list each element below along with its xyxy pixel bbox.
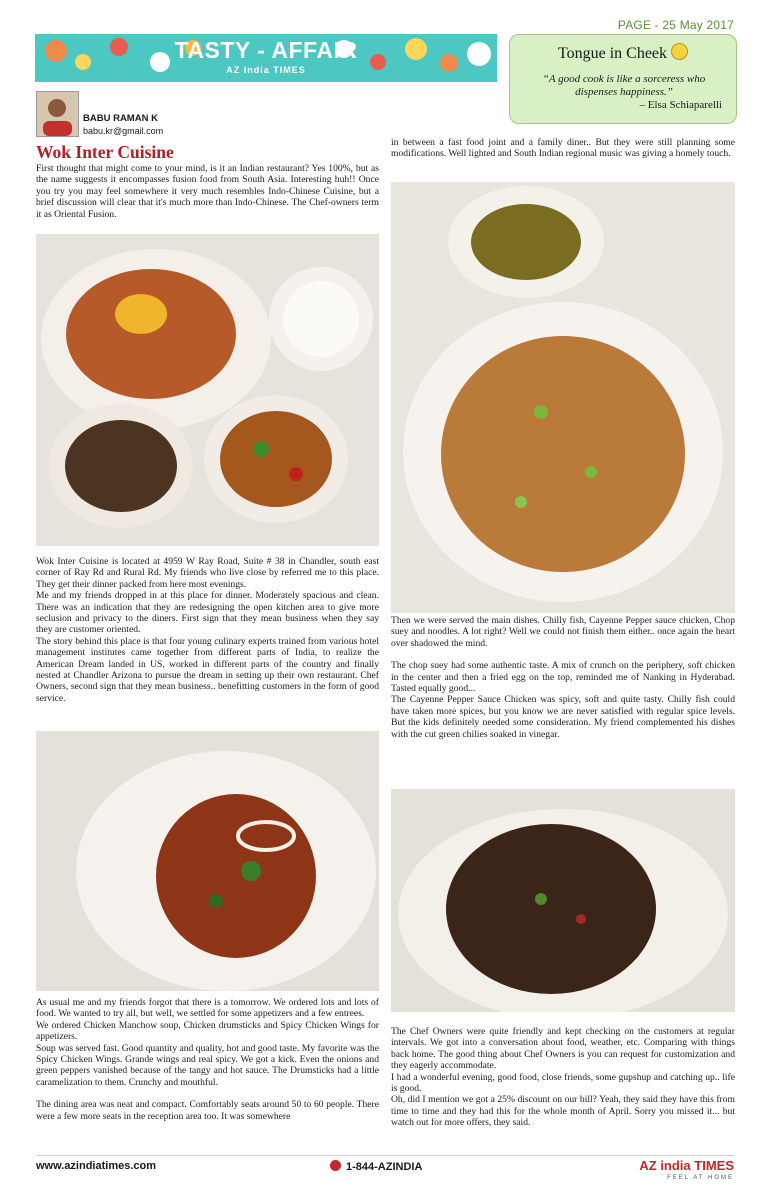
paragraph: We ordered Chicken Manchow soup, Chicken drumsticks and Spicy Chicken Wings for appetizers.	[36, 1019, 379, 1043]
banner-brand: AZ india TIMES	[226, 65, 306, 75]
food-photo-chilly-fish	[391, 789, 735, 1012]
article-column-1-bottom	[36, 997, 379, 1122]
article-column-1-mid	[36, 556, 379, 704]
paragraph: I had a wonderful evening, good food, close friends, some gupshup and catching up.. life is good.	[391, 1071, 735, 1095]
article-intro	[36, 163, 379, 220]
paragraph: Oh, did I mention we got a 25% discount on our bill? Yeah, they said they have this from time to time and they had this for the whole month of April. Sorry you missed it... but watch out for more offers, they said.	[391, 1094, 735, 1129]
article-headline: Wok Inter Cuisine	[36, 142, 174, 162]
author-photo	[36, 91, 79, 137]
quote-box	[509, 34, 737, 124]
footer-website-link[interactable]: www.azindiatimes.com	[36, 1160, 157, 1172]
author-email[interactable]: babu.kr@gmail.com	[83, 126, 164, 136]
phone-icon	[330, 1160, 341, 1171]
article-column-2-top	[391, 137, 735, 160]
section-title: TASTY - AFFAIR	[174, 37, 358, 63]
paragraph: in between a fast food joint and a family diner.. But they were still planning some modifications. Well lighted and South Indian regional music was giving a homely touch.	[391, 137, 735, 160]
section-banner	[35, 34, 497, 82]
article-column-2-bottom	[391, 1026, 735, 1129]
footer-divider	[36, 1155, 734, 1156]
paragraph: Then we were served the main dishes. Chilly fish, Cayenne Pepper sauce chicken, Chop suey and noodles. A lot right? Well we could not finish them either.. once again the heart over shadowed the mind.	[391, 615, 735, 649]
paragraph: Soup was served fast. Good quantity and quality, hot and good taste. My favorite was the Spicy Chicken Wings. Grande wings and real spicy. We got a kick. Even the onions and green peppers vanished because of the tangy and hot sauce. The Drumsticks had a little caramelization to them. Crunchy and mouthful.	[36, 1042, 379, 1088]
quote-text: “A good cook is like a sorceress who dispenses happiness.”	[542, 73, 706, 98]
paragraph: First thought that might come to your mind, is it an Indian restaurant? Yes 100%, but as the name suggests it encompasses fusion food from South Asia. Interesting huh!! Once you try you may feel somewhere it very much resembles Indo-Chinese Cuisine, but a brief discussion will clear that it's much more than Indo-Chinese. The Chef-owners term it as Oriental Fusion.	[36, 163, 379, 220]
paragraph: The Cayenne Pepper Sauce Chicken was spicy, soft and quite tasty. Chilly fish could have taken more spices, but you know we are never satisfied with regular spice levels. But the kids definitely needed some consideration. My friend complemented his dishes with the cut green chilies soaked in vinegar.	[391, 694, 735, 740]
footer-phone[interactable]	[330, 1160, 422, 1173]
paragraph: Me and my friends dropped in at this place for dinner. Moderately spacious and clean. There was an indication that they are redesigning the open kitchen area to give more seclusion and privacy to the diners. First sign that they mean business when they say they are customer oriented.	[36, 590, 379, 636]
emoji-face-icon	[671, 43, 688, 60]
phone-number: 1-844-AZINDIA	[346, 1161, 423, 1173]
article-column-2-mid	[391, 615, 735, 740]
paragraph: The story behind this place is that four young culinary experts trained from various hotel management institutes came together from different parts of India, to realize the American Dream landed in US, worked in different parts of the country and finally nested at Chandler Arizona to pursue the dream in setting up their own restaurant. Chef Owners, second sign that they mean business.. benefitting customers in the form of good service.	[36, 635, 379, 704]
paragraph: The chop suey had some authentic taste. A mix of crunch on the periphery, soft chicken in the center and then a fried egg on the top, reminded me of Nanking in Hyderabad. Tasted equally good...	[391, 660, 735, 695]
food-photo-noodles	[391, 182, 735, 613]
quote-title: Tongue in Cheek	[510, 43, 736, 63]
food-photo-chop-suey	[36, 234, 379, 546]
paragraph: The dining area was neat and compact. Comfortably seats around 50 to 60 people. There were a few more seats in the reception area too. It was somewhere	[36, 1099, 379, 1122]
paragraph: Wok Inter Cuisine is located at 4959 W Ray Road, Suite # 38 in Chandler, south east corner of Ray Rd and Rural Rd. My friends who live close by referred me to this place. They get their dinner packed from here most evenings.	[36, 556, 379, 590]
author-name: BABU RAMAN K	[83, 113, 158, 124]
paragraph: The Chef Owners were quite friendly and kept checking on the customers at regular intervals. We got into a conversation about food, weather, etc. Comparing with things back home. The good thing about Chef Owners is you can request for customization and they eagerly accommodate.	[391, 1026, 735, 1072]
footer-logo: AZ india TIMES	[639, 1158, 734, 1173]
food-photo-chicken-wings	[36, 731, 379, 991]
page-number: PAGE - 25 May 2017	[617, 18, 734, 32]
paragraph: As usual me and my friends forgot that there is a tomorrow. We ordered lots and lots of food. We wanted to try all, but well, we settled for some appetizers and a few entrees.	[36, 997, 379, 1020]
quote-author: – Elsa Schiaparelli	[639, 99, 722, 111]
footer-tagline: FEEL AT HOME	[667, 1175, 734, 1181]
